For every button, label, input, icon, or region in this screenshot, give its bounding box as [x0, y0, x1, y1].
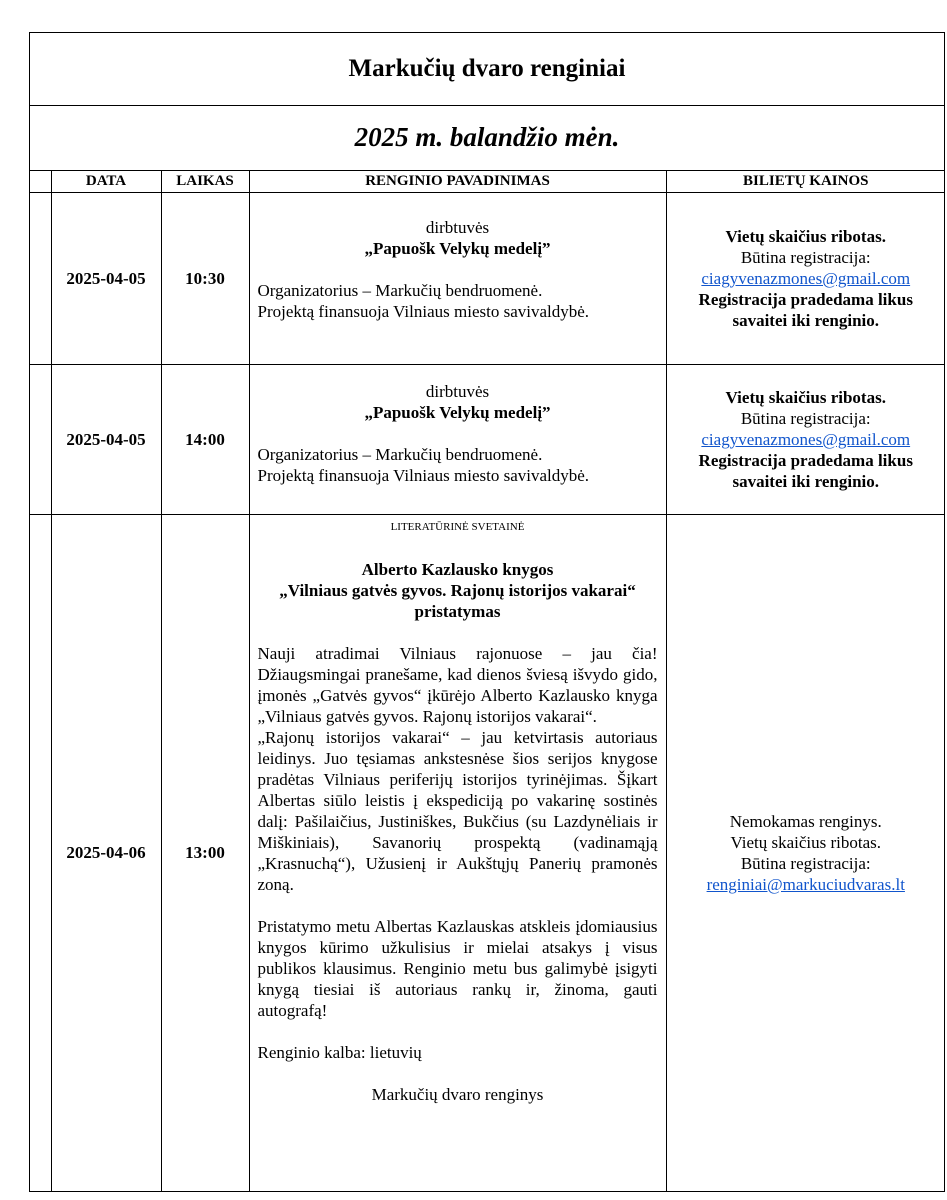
event-date: 2025-04-06 [51, 515, 161, 1191]
table-row [30, 365, 945, 515]
page-title: Markučių dvaro renginiai [30, 33, 944, 106]
event-footer: Markučių dvaro renginys [371, 1085, 544, 1104]
column-header-time: LAIKAS [161, 170, 249, 193]
event-price-info [666, 515, 945, 1191]
event-organizer: Organizatorius – Markučių bendruomenė. [257, 281, 543, 300]
event-date: 2025-04-05 [51, 193, 161, 365]
event-price-info [666, 193, 945, 365]
event-description [249, 365, 666, 515]
event-type: dirbtuvės [425, 382, 490, 401]
event-type: dirbtuvės [425, 218, 490, 237]
event-description [249, 193, 666, 365]
event-time: 13:00 [161, 515, 249, 1191]
events-table [30, 170, 945, 1191]
column-header-price: BILIETŲ KAINOS [666, 170, 945, 193]
table-row [30, 515, 945, 1191]
event-date: 2025-04-05 [51, 365, 161, 515]
price-registration: Būtina registracija: [740, 853, 871, 873]
blank-cell [30, 365, 51, 515]
event-name: „Papuošk Velykų medelį” [364, 403, 551, 422]
registration-email-link[interactable]: ciagyvenazmones@gmail.com [701, 269, 911, 288]
blank-cell [30, 193, 51, 365]
column-header-date: DATA [51, 170, 161, 193]
event-language: Renginio kalba: lietuvių [257, 1043, 422, 1062]
events-document [29, 32, 945, 1192]
price-limited-seats: Vietų skaičius ribotas. [730, 832, 882, 852]
blank-cell [30, 515, 51, 1191]
registration-email-link[interactable]: renginiai@markuciudvaras.lt [706, 874, 905, 894]
price-limited-seats: Vietų skaičius ribotas. [725, 227, 886, 246]
price-registration-start: Registracija pradedama likus savaitei iki renginio. [698, 290, 913, 330]
event-time: 14:00 [161, 365, 249, 515]
event-paragraph: Pristatymo metu Albertas Kazlauskas atskleis įdomiausius knygos kūrimo užkulisius ir mielai atsakys į visus publikos klausimus. Renginio metu bus galimybė įsigyti knygą tiesiai iš autoriaus rankų ir, žinoma, gauti autografą! [257, 917, 658, 1020]
event-price-info [666, 365, 945, 515]
event-paragraph: „Rajonų istorijos vakarai“ – jau ketvirtasis autoriaus leidinys. Juo tęsiamas ankstesnėse šios serijos knygose pradėtas Vilniaus periferijų istorijos tyrinėjimas. Šįkart Albertas siūlo leistis į ekspediciją po vakarinę sostinės dalį: Pašilaičius, Justiniškes, Bukčius (su Lazdynėliais ir Miškiniais), Savanorių prospektą (vadinamąją „Krasnuchą“), Užusienį ir Aukštųjų Panerių pramonės zoną. [257, 728, 658, 894]
event-paragraph: Nauji atradimai Vilniaus rajonuose – jau čia! Džiaugsmingai pranešame, kad dienos šviesą išvydo gido, įmonės „Gatvės gyvos“ įkūrėjo Alberto Kazlausko knyga „Vilniaus gatvės gyvos. Rajonų istorijos vakarai“. [257, 644, 658, 726]
event-time: 10:30 [161, 193, 249, 365]
price-registration: Būtina registracija: [740, 409, 871, 428]
table-header-row [30, 170, 945, 193]
event-name: „Papuošk Velykų medelį” [364, 239, 551, 258]
price-registration-start: Registracija pradedama likus savaitei iki renginio. [698, 451, 913, 491]
event-description [249, 515, 666, 1191]
price-free-event: Nemokamas renginys. [729, 811, 882, 831]
event-organizer: Organizatorius – Markučių bendruomenė. [257, 445, 543, 464]
blank-header-cell [30, 170, 51, 193]
event-heading-presentation: pristatymas [414, 602, 501, 621]
table-row [30, 193, 945, 365]
event-funding: Projektą finansuoja Vilniaus miesto savivaldybė. [257, 466, 590, 485]
event-heading-book: „Vilniaus gatvės gyvos. Rajonų istorijos vakarai“ [279, 581, 636, 600]
page-subtitle: 2025 m. balandžio mėn. [30, 105, 944, 171]
event-heading-author: Alberto Kazlausko knygos [361, 560, 554, 579]
registration-email-link[interactable]: ciagyvenazmones@gmail.com [701, 430, 911, 449]
event-funding: Projektą finansuoja Vilniaus miesto savivaldybė. [257, 302, 590, 321]
event-type: LITERATŪRINĖ SVETAINĖ [390, 521, 525, 533]
price-limited-seats: Vietų skaičius ribotas. [725, 388, 886, 407]
price-registration: Būtina registracija: [740, 248, 871, 267]
column-header-name: RENGINIO PAVADINIMAS [249, 170, 666, 193]
